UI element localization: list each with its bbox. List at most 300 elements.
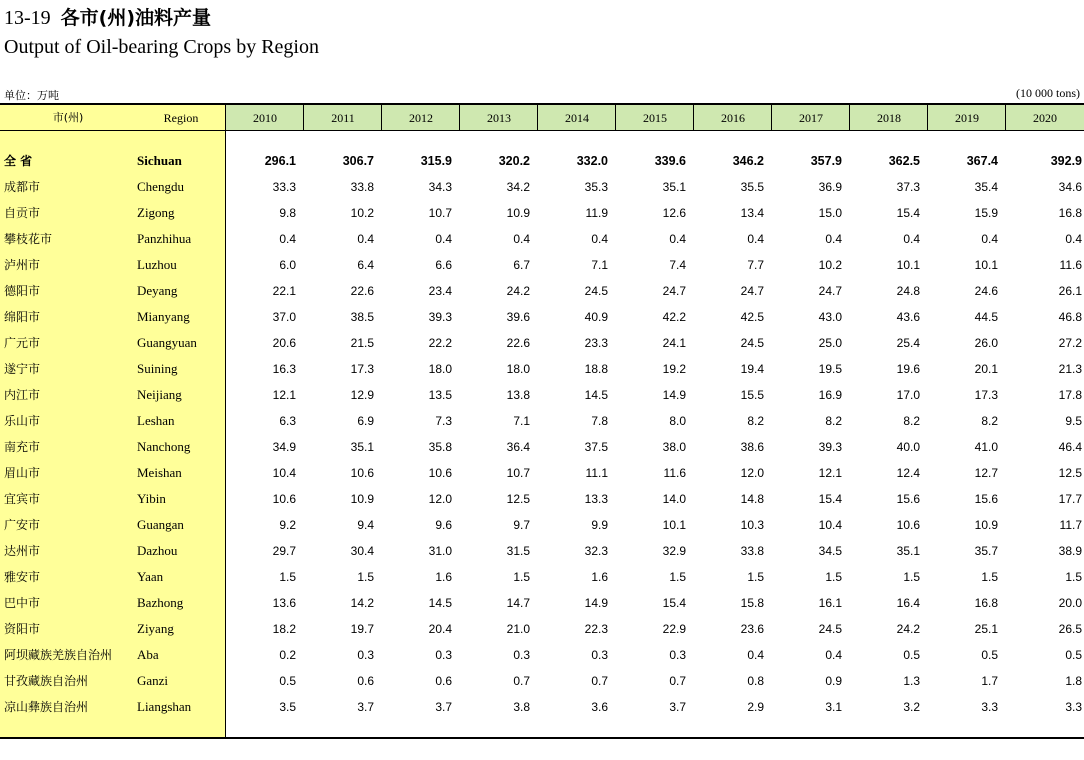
cell-value: 42.2 bbox=[662, 310, 686, 324]
cell-value: 37.3 bbox=[896, 180, 920, 194]
region-name-cn: 广安市 bbox=[4, 518, 41, 532]
cell-value: 0.4 bbox=[279, 232, 296, 246]
table-row bbox=[0, 538, 1084, 564]
cell-value: 39.3 bbox=[428, 310, 452, 324]
region-name-en: Luzhou bbox=[137, 257, 177, 272]
cell-value: 40.9 bbox=[584, 310, 608, 324]
cell-value: 9.4 bbox=[357, 518, 374, 532]
cell-value: 3.7 bbox=[669, 700, 686, 714]
table-row bbox=[0, 564, 1084, 590]
table-title-cn-text: 各市(州)油料产量 bbox=[60, 7, 212, 29]
cell-value: 11.7 bbox=[1059, 518, 1082, 532]
cell-value: 10.2 bbox=[350, 206, 374, 220]
cell-value: 3.3 bbox=[981, 700, 998, 714]
cell-value: 18.8 bbox=[584, 362, 608, 376]
cell-value: 10.1 bbox=[974, 258, 998, 272]
table-row bbox=[0, 382, 1084, 408]
cell-value: 14.9 bbox=[584, 596, 608, 610]
cell-value: 38.9 bbox=[1058, 544, 1082, 558]
cell-value: 16.3 bbox=[272, 362, 296, 376]
cell-value: 12.1 bbox=[818, 466, 842, 480]
region-name-en: Dazhou bbox=[137, 543, 178, 558]
cell-value: 1.5 bbox=[513, 570, 530, 584]
cell-value: 44.5 bbox=[974, 310, 998, 324]
cell-value: 9.2 bbox=[279, 518, 296, 532]
cell-value: 20.0 bbox=[1058, 596, 1082, 610]
cell-value: 39.6 bbox=[506, 310, 530, 324]
cell-value: 43.0 bbox=[818, 310, 842, 324]
cell-value: 10.6 bbox=[350, 466, 374, 480]
cell-value: 11.1 bbox=[585, 466, 608, 480]
cell-value: 3.7 bbox=[435, 700, 452, 714]
cell-value: 332.0 bbox=[576, 154, 608, 168]
cell-value: 3.8 bbox=[513, 700, 530, 714]
header-column-divider bbox=[849, 104, 850, 130]
region-name-en: Leshan bbox=[137, 413, 175, 428]
header-column-divider bbox=[1005, 104, 1006, 130]
cell-value: 38.0 bbox=[662, 440, 686, 454]
cell-value: 0.5 bbox=[903, 648, 920, 662]
cell-value: 25.0 bbox=[818, 336, 842, 350]
region-name-en: Guangan bbox=[137, 517, 184, 532]
cell-value: 7.3 bbox=[435, 414, 452, 428]
region-name-cn: 泸州市 bbox=[4, 258, 41, 272]
cell-value: 22.1 bbox=[272, 284, 296, 298]
region-name-en: Mianyang bbox=[137, 309, 190, 324]
cell-value: 33.8 bbox=[350, 180, 374, 194]
cell-value: 24.8 bbox=[896, 284, 920, 298]
table-row bbox=[0, 252, 1084, 278]
cell-value: 19.2 bbox=[662, 362, 686, 376]
header-year: 2017 bbox=[799, 111, 823, 125]
cell-value: 3.6 bbox=[591, 700, 608, 714]
cell-value: 10.7 bbox=[506, 466, 530, 480]
cell-value: 1.7 bbox=[981, 674, 998, 688]
cell-value: 0.4 bbox=[1065, 232, 1082, 246]
region-name-en: Nanchong bbox=[137, 439, 191, 454]
cell-value: 10.6 bbox=[272, 492, 296, 506]
cell-value: 36.9 bbox=[818, 180, 842, 194]
cell-value: 11.6 bbox=[663, 466, 686, 480]
cell-value: 0.4 bbox=[747, 232, 764, 246]
cell-value: 36.4 bbox=[506, 440, 530, 454]
region-name-cn: 攀枝花市 bbox=[4, 232, 53, 246]
cell-value: 15.0 bbox=[818, 206, 842, 220]
cell-value: 2.9 bbox=[747, 700, 764, 714]
cell-value: 22.3 bbox=[584, 622, 608, 636]
header-year: 2013 bbox=[487, 111, 511, 125]
cell-value: 10.2 bbox=[818, 258, 842, 272]
region-name-en: Chengdu bbox=[137, 179, 184, 194]
cell-value: 19.7 bbox=[350, 622, 374, 636]
cell-value: 1.8 bbox=[1065, 674, 1082, 688]
cell-value: 23.4 bbox=[428, 284, 452, 298]
cell-value: 1.5 bbox=[825, 570, 842, 584]
cell-value: 0.6 bbox=[357, 674, 374, 688]
region-name-en: Ziyang bbox=[137, 621, 174, 636]
cell-value: 0.3 bbox=[513, 648, 530, 662]
cell-value: 0.5 bbox=[981, 648, 998, 662]
cell-value: 0.4 bbox=[591, 232, 608, 246]
header-year: 2011 bbox=[331, 111, 355, 125]
cell-value: 7.1 bbox=[591, 258, 608, 272]
cell-value: 339.6 bbox=[654, 154, 686, 168]
cell-value: 38.6 bbox=[740, 440, 764, 454]
region-name-en: Suining bbox=[137, 361, 178, 376]
cell-value: 20.4 bbox=[428, 622, 452, 636]
table-row bbox=[0, 668, 1084, 694]
cell-value: 16.8 bbox=[974, 596, 998, 610]
cell-value: 11.9 bbox=[585, 206, 608, 220]
table-row bbox=[0, 356, 1084, 382]
header-year: 2020 bbox=[1033, 111, 1057, 125]
cell-value: 24.5 bbox=[740, 336, 764, 350]
table-row-total bbox=[0, 148, 1084, 174]
cell-value: 12.9 bbox=[350, 388, 374, 402]
cell-value: 32.3 bbox=[584, 544, 608, 558]
cell-value: 33.8 bbox=[740, 544, 764, 558]
header-column-divider bbox=[459, 104, 460, 130]
region-name-en: Yibin bbox=[137, 491, 166, 506]
cell-value: 16.9 bbox=[818, 388, 842, 402]
cell-value: 3.7 bbox=[357, 700, 374, 714]
cell-value: 12.5 bbox=[506, 492, 530, 506]
cell-value: 1.5 bbox=[279, 570, 296, 584]
cell-value: 1.6 bbox=[591, 570, 608, 584]
table-title-en: Output of Oil-bearing Crops by Region bbox=[4, 36, 319, 58]
table-row bbox=[0, 590, 1084, 616]
cell-value: 6.0 bbox=[279, 258, 296, 272]
cell-value: 1.5 bbox=[903, 570, 920, 584]
cell-value: 17.0 bbox=[896, 388, 920, 402]
region-name-en: Guangyuan bbox=[137, 335, 197, 350]
cell-value: 9.9 bbox=[591, 518, 608, 532]
cell-value: 18.0 bbox=[506, 362, 530, 376]
region-name-cn: 广元市 bbox=[4, 336, 41, 350]
cell-value: 23.3 bbox=[584, 336, 608, 350]
cell-value: 367.4 bbox=[966, 154, 998, 168]
table-row bbox=[0, 460, 1084, 486]
cell-value: 0.7 bbox=[669, 674, 686, 688]
cell-value: 12.1 bbox=[272, 388, 296, 402]
cell-value: 40.0 bbox=[896, 440, 920, 454]
region-name-cn: 全 省 bbox=[4, 154, 33, 168]
table-title-cn bbox=[4, 3, 211, 30]
cell-value: 15.6 bbox=[896, 492, 920, 506]
cell-value: 0.3 bbox=[357, 648, 374, 662]
cell-value: 25.4 bbox=[896, 336, 920, 350]
cell-value: 14.9 bbox=[662, 388, 686, 402]
cell-value: 14.8 bbox=[740, 492, 764, 506]
cell-value: 0.4 bbox=[825, 648, 842, 662]
cell-value: 3.3 bbox=[1065, 700, 1082, 714]
cell-value: 12.7 bbox=[974, 466, 998, 480]
cell-value: 13.3 bbox=[584, 492, 608, 506]
cell-value: 1.3 bbox=[903, 674, 920, 688]
cell-value: 21.3 bbox=[1058, 362, 1082, 376]
table-row bbox=[0, 616, 1084, 642]
cell-value: 35.5 bbox=[740, 180, 764, 194]
region-name-cn: 眉山市 bbox=[4, 466, 41, 480]
region-name-en: Bazhong bbox=[137, 595, 184, 610]
cell-value: 24.7 bbox=[740, 284, 764, 298]
cell-value: 9.8 bbox=[279, 206, 296, 220]
header-year: 2018 bbox=[877, 111, 901, 125]
cell-value: 35.1 bbox=[662, 180, 686, 194]
cell-value: 8.2 bbox=[981, 414, 998, 428]
cell-value: 296.1 bbox=[264, 154, 296, 168]
region-name-cn: 宜宾市 bbox=[4, 492, 41, 506]
cell-value: 7.7 bbox=[747, 258, 764, 272]
cell-value: 24.2 bbox=[896, 622, 920, 636]
unit-label-en: (10 000 tons) bbox=[1016, 86, 1080, 100]
cell-value: 1.5 bbox=[669, 570, 686, 584]
cell-value: 22.2 bbox=[428, 336, 452, 350]
cell-value: 0.2 bbox=[279, 648, 296, 662]
cell-value: 26.0 bbox=[974, 336, 998, 350]
cell-value: 14.2 bbox=[350, 596, 374, 610]
cell-value: 306.7 bbox=[342, 154, 374, 168]
cell-value: 31.0 bbox=[428, 544, 452, 558]
header-column-divider bbox=[303, 104, 304, 130]
table-row bbox=[0, 434, 1084, 460]
cell-value: 35.8 bbox=[428, 440, 452, 454]
cell-value: 315.9 bbox=[420, 154, 452, 168]
cell-value: 6.7 bbox=[513, 258, 530, 272]
cell-value: 24.5 bbox=[584, 284, 608, 298]
header-year: 2012 bbox=[409, 111, 433, 125]
region-name-en: Neijiang bbox=[137, 387, 182, 402]
cell-value: 16.8 bbox=[1058, 206, 1082, 220]
cell-value: 24.2 bbox=[506, 284, 530, 298]
cell-value: 0.9 bbox=[825, 674, 842, 688]
header-year: 2016 bbox=[721, 111, 745, 125]
cell-value: 0.7 bbox=[591, 674, 608, 688]
cell-value: 42.5 bbox=[740, 310, 764, 324]
cell-value: 24.7 bbox=[818, 284, 842, 298]
cell-value: 35.1 bbox=[350, 440, 374, 454]
cell-value: 20.6 bbox=[272, 336, 296, 350]
region-name-cn: 南充市 bbox=[4, 440, 41, 454]
header-column-divider bbox=[381, 104, 382, 130]
cell-value: 15.9 bbox=[974, 206, 998, 220]
cell-value: 24.1 bbox=[662, 336, 686, 350]
unit-label-cn: 单位：万吨 bbox=[4, 89, 59, 102]
cell-value: 34.5 bbox=[818, 544, 842, 558]
cell-value: 10.4 bbox=[272, 466, 296, 480]
header-region-en: Region bbox=[163, 111, 199, 125]
cell-value: 18.2 bbox=[272, 622, 296, 636]
region-name-cn: 资阳市 bbox=[4, 622, 41, 636]
cell-value: 30.4 bbox=[350, 544, 374, 558]
cell-value: 15.4 bbox=[896, 206, 920, 220]
region-name-en: Yaan bbox=[137, 569, 164, 584]
cell-value: 0.4 bbox=[669, 232, 686, 246]
cell-value: 14.5 bbox=[584, 388, 608, 402]
cell-value: 16.1 bbox=[818, 596, 842, 610]
cell-value: 21.5 bbox=[350, 336, 374, 350]
region-name-cn: 德阳市 bbox=[4, 284, 41, 298]
region-name-cn: 凉山彝族自治州 bbox=[4, 700, 89, 714]
cell-value: 46.8 bbox=[1058, 310, 1082, 324]
cell-value: 12.6 bbox=[662, 206, 686, 220]
cell-value: 0.5 bbox=[1065, 648, 1082, 662]
cell-value: 11.6 bbox=[1059, 258, 1082, 272]
cell-value: 10.4 bbox=[818, 518, 842, 532]
cell-value: 12.4 bbox=[896, 466, 920, 480]
cell-value: 22.9 bbox=[662, 622, 686, 636]
cell-value: 19.4 bbox=[740, 362, 764, 376]
cell-value: 19.6 bbox=[896, 362, 920, 376]
cell-value: 35.3 bbox=[584, 180, 608, 194]
cell-value: 9.6 bbox=[435, 518, 452, 532]
region-name-en: Meishan bbox=[137, 465, 182, 480]
cell-value: 8.2 bbox=[825, 414, 842, 428]
region-name-cn: 遂宁市 bbox=[4, 362, 41, 376]
cell-value: 31.5 bbox=[506, 544, 530, 558]
region-name-cn: 阿坝藏族羌族自治州 bbox=[4, 648, 113, 662]
region-name-cn: 甘孜藏族自治州 bbox=[4, 674, 89, 688]
cell-value: 362.5 bbox=[888, 154, 920, 168]
cell-value: 0.4 bbox=[981, 232, 998, 246]
region-name-en: Aba bbox=[137, 647, 159, 662]
cell-value: 37.0 bbox=[272, 310, 296, 324]
region-name-en: Liangshan bbox=[137, 699, 192, 714]
cell-value: 22.6 bbox=[350, 284, 374, 298]
cell-value: 14.7 bbox=[506, 596, 530, 610]
cell-value: 24.7 bbox=[662, 284, 686, 298]
region-name-en: Sichuan bbox=[137, 153, 182, 168]
cell-value: 26.1 bbox=[1058, 284, 1082, 298]
cell-value: 10.9 bbox=[974, 518, 998, 532]
cell-value: 0.3 bbox=[435, 648, 452, 662]
header-region-cn: 市(州) bbox=[52, 111, 84, 124]
cell-value: 10.6 bbox=[428, 466, 452, 480]
cell-value: 6.3 bbox=[279, 414, 296, 428]
cell-value: 10.6 bbox=[896, 518, 920, 532]
cell-value: 43.6 bbox=[896, 310, 920, 324]
cell-value: 1.5 bbox=[747, 570, 764, 584]
table-row bbox=[0, 278, 1084, 304]
cell-value: 17.7 bbox=[1058, 492, 1082, 506]
cell-value: 12.0 bbox=[740, 466, 764, 480]
region-name-en: Deyang bbox=[137, 283, 178, 298]
region-name-cn: 成都市 bbox=[4, 180, 41, 194]
cell-value: 1.5 bbox=[981, 570, 998, 584]
header-year: 2014 bbox=[565, 111, 589, 125]
cell-value: 357.9 bbox=[810, 154, 842, 168]
cell-value: 0.4 bbox=[747, 648, 764, 662]
region-name-cn: 达州市 bbox=[4, 544, 41, 558]
cell-value: 0.4 bbox=[513, 232, 530, 246]
cell-value: 0.7 bbox=[513, 674, 530, 688]
header-column-divider bbox=[615, 104, 616, 130]
cell-value: 24.5 bbox=[818, 622, 842, 636]
table-row bbox=[0, 226, 1084, 252]
cell-value: 7.1 bbox=[513, 414, 530, 428]
cell-value: 7.8 bbox=[591, 414, 608, 428]
cell-value: 0.3 bbox=[591, 648, 608, 662]
table-bottom-rule bbox=[0, 737, 1084, 739]
cell-value: 29.7 bbox=[272, 544, 296, 558]
cell-value: 12.0 bbox=[428, 492, 452, 506]
cell-value: 6.6 bbox=[435, 258, 452, 272]
table-row bbox=[0, 512, 1084, 538]
cell-value: 0.5 bbox=[279, 674, 296, 688]
cell-value: 10.1 bbox=[896, 258, 920, 272]
cell-value: 18.0 bbox=[428, 362, 452, 376]
cell-value: 35.4 bbox=[974, 180, 998, 194]
cell-value: 37.5 bbox=[584, 440, 608, 454]
table-row bbox=[0, 304, 1084, 330]
cell-value: 17.8 bbox=[1058, 388, 1082, 402]
cell-value: 0.4 bbox=[435, 232, 452, 246]
cell-value: 13.6 bbox=[272, 596, 296, 610]
header-year: 2019 bbox=[955, 111, 979, 125]
cell-value: 46.4 bbox=[1058, 440, 1082, 454]
header-column-divider bbox=[537, 104, 538, 130]
cell-value: 0.4 bbox=[357, 232, 374, 246]
region-name-en: Zigong bbox=[137, 205, 175, 220]
cell-value: 320.2 bbox=[498, 154, 530, 168]
cell-value: 25.1 bbox=[974, 622, 998, 636]
cell-value: 7.4 bbox=[669, 258, 686, 272]
cell-value: 1.6 bbox=[435, 570, 452, 584]
header-column-divider bbox=[771, 104, 772, 130]
cell-value: 9.7 bbox=[513, 518, 530, 532]
cell-value: 0.3 bbox=[669, 648, 686, 662]
cell-value: 8.2 bbox=[747, 414, 764, 428]
table-row bbox=[0, 486, 1084, 512]
cell-value: 0.4 bbox=[903, 232, 920, 246]
cell-value: 16.4 bbox=[896, 596, 920, 610]
cell-value: 32.9 bbox=[662, 544, 686, 558]
table-number: 13-19 bbox=[4, 7, 51, 29]
cell-value: 34.2 bbox=[506, 180, 530, 194]
cell-value: 21.0 bbox=[506, 622, 530, 636]
region-name-en: Panzhihua bbox=[137, 231, 192, 246]
cell-value: 35.1 bbox=[896, 544, 920, 558]
header-column-divider bbox=[693, 104, 694, 130]
region-name-en: Ganzi bbox=[137, 673, 169, 688]
cell-value: 38.5 bbox=[350, 310, 374, 324]
region-name-cn: 巴中市 bbox=[4, 596, 41, 610]
cell-value: 13.5 bbox=[428, 388, 452, 402]
table-row bbox=[0, 408, 1084, 434]
cell-value: 392.9 bbox=[1050, 154, 1082, 168]
cell-value: 14.5 bbox=[428, 596, 452, 610]
table-row bbox=[0, 174, 1084, 200]
cell-value: 1.5 bbox=[357, 570, 374, 584]
table-row bbox=[0, 200, 1084, 226]
cell-value: 8.2 bbox=[903, 414, 920, 428]
cell-value: 39.3 bbox=[818, 440, 842, 454]
cell-value: 10.9 bbox=[506, 206, 530, 220]
cell-value: 15.5 bbox=[740, 388, 764, 402]
cell-value: 10.3 bbox=[740, 518, 764, 532]
region-name-cn: 乐山市 bbox=[4, 414, 41, 428]
region-name-cn: 自贡市 bbox=[4, 206, 41, 220]
cell-value: 1.5 bbox=[1065, 570, 1082, 584]
cell-value: 33.3 bbox=[272, 180, 296, 194]
header-column-divider bbox=[927, 104, 928, 130]
cell-value: 346.2 bbox=[732, 154, 764, 168]
table-row bbox=[0, 694, 1084, 720]
cell-value: 19.5 bbox=[818, 362, 842, 376]
cell-value: 10.7 bbox=[428, 206, 452, 220]
header-year: 2010 bbox=[253, 111, 277, 125]
cell-value: 34.9 bbox=[272, 440, 296, 454]
